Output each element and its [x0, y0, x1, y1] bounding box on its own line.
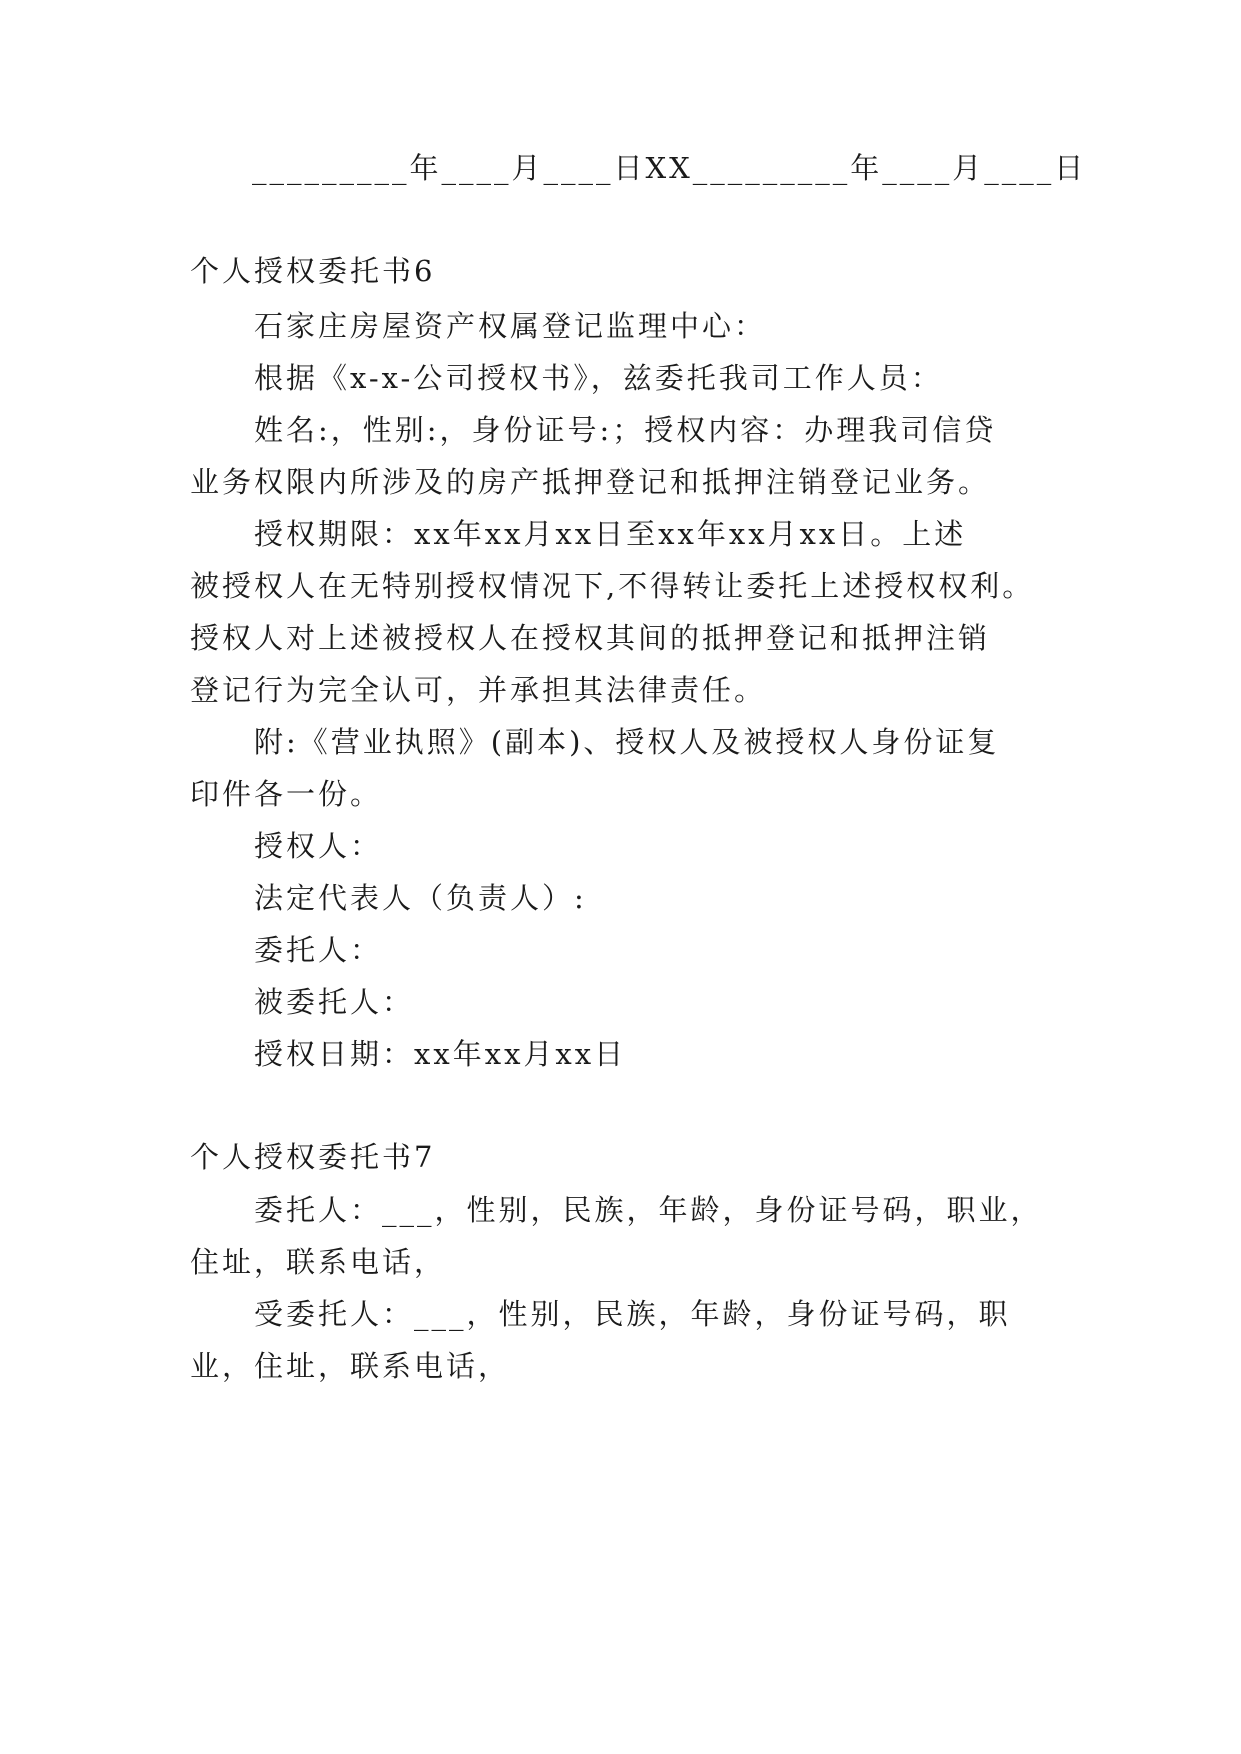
paragraph-line: 授权期限：xx年xx月xx日至xx年xx月xx日。上述	[254, 517, 967, 551]
paragraph-line: 住址，联系电话，	[190, 1245, 447, 1279]
addressee: 石家庄房屋资产权属登记监理中心：	[254, 309, 767, 343]
authorization-date: 授权日期：xx年xx月xx日	[254, 1037, 627, 1071]
paragraph-line: 被授权人在无特别授权情况下,不得转让委托上述授权权利。	[190, 569, 1035, 603]
paragraph-line: 业务权限内所涉及的房产抵押登记和抵押注销登记业务。	[190, 465, 991, 499]
paragraph-line: 授权人对上述被授权人在授权其间的抵押登记和抵押注销	[190, 621, 991, 655]
agent-label: 被委托人：	[254, 985, 415, 1019]
paragraph-line: 附:《营业执照》(副本)、授权人及被授权人身份证复	[254, 725, 1000, 759]
principal-label: 委托人：	[254, 933, 383, 967]
paragraph-line: 根据《x-x-公司授权书》，兹委托我司工作人员：	[254, 361, 943, 395]
paragraph-line: 受委托人：___，性别，民族，年龄，身份证号码，职	[254, 1297, 1011, 1331]
paragraph-line: 委托人：___，性别，民族，年龄，身份证号码，职业，	[254, 1193, 1043, 1227]
section-6-title: 个人授权委托书6	[190, 254, 436, 288]
section-7-title: 个人授权委托书7	[190, 1140, 436, 1174]
authorizer-label: 授权人：	[254, 829, 383, 863]
legal-rep-label: 法定代表人（负责人）:	[254, 881, 587, 915]
paragraph-line: 印件各一份。	[190, 777, 383, 811]
paragraph-line: 登记行为完全认可，并承担其法律责任。	[190, 673, 767, 707]
paragraph-line: 业，住址，联系电话，	[190, 1349, 511, 1383]
paragraph-line: 姓名:，性别:，身份证号:；授权内容：办理我司信贷	[254, 413, 997, 447]
date-line: _________年____月____日XX_________年____月____日	[252, 151, 1087, 185]
